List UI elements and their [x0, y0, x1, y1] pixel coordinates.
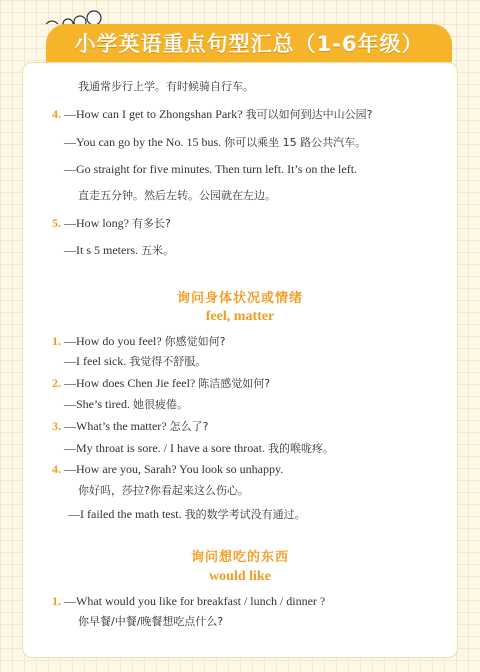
item-number: 1.: [52, 594, 61, 608]
item-number: 3.: [52, 419, 61, 433]
sentence-en: —It s 5 meters.: [64, 243, 138, 257]
item-number: 2.: [52, 376, 61, 390]
sentence-item: [52, 461, 283, 477]
sentence-item: [52, 375, 270, 392]
sentence-line: 你好吗，莎拉?你看起来这么伤心。: [78, 484, 249, 497]
sentence-line: —Go straight for five minutes. Then turn left. It’s on the left.: [64, 162, 358, 176]
sentence-zh: 她很疲倦。: [133, 398, 188, 411]
section-title-zh: 询问身体状况或情绪: [176, 291, 303, 306]
item-number: 5.: [52, 216, 61, 230]
item-number: 4.: [52, 107, 61, 121]
sentence-en: —How long?: [64, 216, 129, 230]
sentence-item: [52, 593, 325, 609]
sentence-line: 我通常步行上学。有时候骑自行车。: [78, 80, 254, 93]
sentence-zh: 我可以如何到达中山公园?: [245, 108, 373, 121]
sentence-item: [52, 333, 225, 350]
page-title: 小学英语重点句型汇总（1-6年级）: [46, 24, 452, 62]
sentence-zh: 怎么了?: [169, 420, 209, 433]
sentence-en: —You can go by the No. 15 bus.: [64, 135, 222, 149]
sentence-en: —She’s tired.: [64, 397, 130, 411]
sentence-zh: 陈洁感觉如何?: [198, 377, 271, 390]
sentence-zh: 有多长?: [132, 217, 171, 230]
sentence-item: [64, 134, 366, 151]
sentence-en: —I failed the math test.: [68, 507, 182, 521]
sentence-line: 你早餐/中餐/晚餐想吃点什么?: [78, 615, 224, 628]
sentence-zh: 你感觉如何?: [164, 335, 226, 348]
sentence-zh: 我的喉咙疼。: [267, 442, 334, 455]
sentence-zh: 五米。: [141, 244, 174, 257]
sentence-zh: 我觉得不舒服。: [129, 355, 207, 368]
sentence-line: 直走五分钟。然后左转。公园就在左边。: [78, 189, 276, 202]
sentence-item: [52, 418, 208, 435]
section-title-zh: 询问想吃的东西: [190, 550, 289, 565]
sentence-en: —How do you feel?: [64, 334, 162, 348]
item-number: 4.: [52, 462, 61, 476]
section-title-en: feel, matter: [205, 309, 275, 324]
sentence-item: [64, 242, 174, 259]
item-number: 1.: [52, 334, 61, 348]
sentence-en: —What would you like for breakfast / lunch / dinner ?: [64, 594, 326, 608]
sentence-item: [64, 353, 206, 370]
sentence-item: [64, 396, 188, 413]
sentence-en: —How are you, Sarah? You look so unhappy.: [64, 462, 284, 476]
sentence-item: [68, 506, 306, 523]
sentence-item: [64, 440, 334, 457]
sentence-en: —How does Chen Jie feel?: [64, 376, 196, 390]
sentence-zh: 我的数学考试没有通过。: [184, 508, 306, 521]
sentence-en: —I feel sick.: [64, 354, 127, 368]
sentence-en: —What’s the matter?: [64, 419, 167, 433]
sentence-en: —My throat is sore. / I have a sore throat.: [64, 441, 265, 455]
section-title-en: would like: [209, 569, 271, 584]
sentence-en: —How can I get to Zhongshan Park?: [64, 107, 243, 121]
sentence-zh: 你可以乘坐 15 路公共汽车。: [224, 136, 367, 149]
sentence-item: [52, 215, 171, 232]
sentence-item: [52, 106, 372, 123]
